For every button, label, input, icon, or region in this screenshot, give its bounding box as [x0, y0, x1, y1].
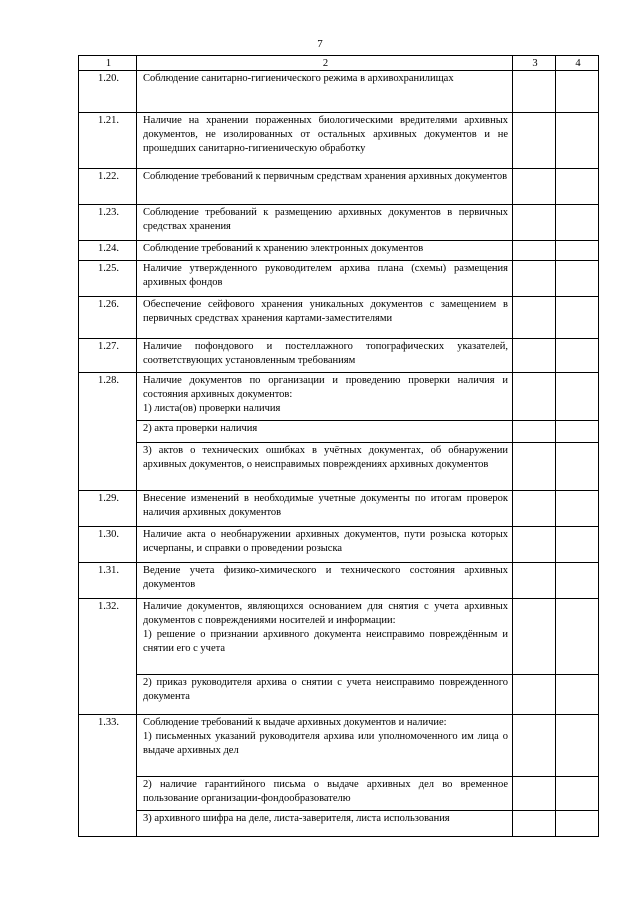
checklist-table — [78, 55, 599, 837]
table-row — [79, 205, 599, 241]
mark-cell-3 — [513, 491, 556, 527]
table-row — [79, 339, 599, 373]
row-number: 1.33. — [79, 715, 137, 837]
mark-cell-3 — [513, 71, 556, 113]
row-number: 1.23. — [79, 205, 137, 241]
mark-cell-4 — [556, 297, 599, 339]
mark-cell-3 — [513, 373, 556, 421]
requirement-text: Соблюдение требований к размещению архивных документов в первичных средствах хранения — [137, 205, 513, 241]
mark-cell-4 — [556, 527, 599, 563]
row-number: 1.24. — [79, 241, 137, 261]
requirement-text: 2) приказ руководителя архива о снятии с учета неисправимо поврежденного документа — [137, 675, 513, 715]
mark-cell-4 — [556, 715, 599, 777]
requirement-text: Наличие акта о необнаружении архивных документов, пути розыска которых исчерпаны, и справки о проведении розыска — [137, 527, 513, 563]
table-row — [79, 715, 599, 777]
mark-cell-4 — [556, 113, 599, 169]
col-header-4: 4 — [556, 56, 599, 71]
requirement-text: 2) акта проверки наличия — [137, 421, 513, 443]
row-number: 1.28. — [79, 373, 137, 491]
table-row — [79, 241, 599, 261]
requirement-text: Наличие пофондового и постеллажного топографических указателей, соответствующих установленным требованиям — [137, 339, 513, 373]
mark-cell-4 — [556, 491, 599, 527]
table-row — [79, 675, 599, 715]
row-number: 1.20. — [79, 71, 137, 113]
col-header-3: 3 — [513, 56, 556, 71]
mark-cell-4 — [556, 777, 599, 811]
requirement-text: 3) архивного шифра на деле, листа-заверителя, листа использования — [137, 811, 513, 837]
mark-cell-3 — [513, 443, 556, 491]
mark-cell-3 — [513, 421, 556, 443]
mark-cell-4 — [556, 205, 599, 241]
mark-cell-3 — [513, 169, 556, 205]
mark-cell-3 — [513, 339, 556, 373]
page-number: 7 — [317, 38, 323, 50]
mark-cell-4 — [556, 443, 599, 491]
requirement-text: Соблюдение требований к хранению электронных документов — [137, 241, 513, 261]
mark-cell-3 — [513, 811, 556, 837]
col-header-2: 2 — [137, 56, 513, 71]
table-row — [79, 443, 599, 491]
mark-cell-4 — [556, 563, 599, 599]
row-number: 1.26. — [79, 297, 137, 339]
mark-cell-3 — [513, 777, 556, 811]
table-row — [79, 297, 599, 339]
mark-cell-4 — [556, 241, 599, 261]
table-row — [79, 421, 599, 443]
row-number: 1.29. — [79, 491, 137, 527]
mark-cell-4 — [556, 71, 599, 113]
table-row — [79, 113, 599, 169]
mark-cell-3 — [513, 563, 556, 599]
row-number: 1.27. — [79, 339, 137, 373]
row-number: 1.21. — [79, 113, 137, 169]
requirement-text: Наличие утвержденного руководителем архива плана (схемы) размещения архивных фондов — [137, 261, 513, 297]
table-row — [79, 169, 599, 205]
requirement-text: Наличие документов по организации и проведению проверки наличия и состояния архивных документов: 1) листа(ов) проверки наличия — [137, 373, 513, 421]
row-number: 1.32. — [79, 599, 137, 715]
table-row — [79, 599, 599, 675]
header-row — [79, 56, 599, 71]
mark-cell-3 — [513, 675, 556, 715]
table-row — [79, 527, 599, 563]
mark-cell-3 — [513, 205, 556, 241]
mark-cell-4 — [556, 169, 599, 205]
table-row — [79, 261, 599, 297]
table-row — [79, 563, 599, 599]
mark-cell-3 — [513, 297, 556, 339]
requirement-text: Наличие документов, являющихся основанием для снятия с учета архивных документов с повреждениями носителей и информации: 1) решение о признании архивного документа неисправимо повреждённым и снятии его с учета — [137, 599, 513, 675]
requirement-text: Соблюдение санитарно-гигиенического режима в архивохранилищах — [137, 71, 513, 113]
requirement-text: 3) актов о технических ошибках в учётных документах, об обнаружении архивных документов, о неисправимых повреждениях архивных документов — [137, 443, 513, 491]
requirement-text: Внесение изменений в необходимые учетные документы по итогам проверок наличия архивных документов — [137, 491, 513, 527]
mark-cell-4 — [556, 675, 599, 715]
table-row — [79, 71, 599, 113]
requirement-text: Соблюдение требований к первичным средствам хранения архивных документов — [137, 169, 513, 205]
requirement-text: 2) наличие гарантийного письма о выдаче архивных дел во временное пользование организации-фондообразователю — [137, 777, 513, 811]
mark-cell-4 — [556, 373, 599, 421]
mark-cell-3 — [513, 715, 556, 777]
mark-cell-4 — [556, 421, 599, 443]
mark-cell-4 — [556, 811, 599, 837]
mark-cell-3 — [513, 241, 556, 261]
requirement-text: Ведение учета физико-химического и технического состояния архивных документов — [137, 563, 513, 599]
mark-cell-3 — [513, 527, 556, 563]
mark-cell-4 — [556, 261, 599, 297]
requirement-text: Наличие на хранении пораженных биологическими вредителями архивных документов, не изолированных от остальных архивных документов и не прошедших санитарно-гигиеническую обработку — [137, 113, 513, 169]
mark-cell-3 — [513, 599, 556, 675]
col-header-1: 1 — [79, 56, 137, 71]
table-row — [79, 811, 599, 837]
table-row — [79, 491, 599, 527]
mark-cell-4 — [556, 339, 599, 373]
row-number: 1.31. — [79, 563, 137, 599]
row-number: 1.30. — [79, 527, 137, 563]
mark-cell-3 — [513, 261, 556, 297]
requirement-text: Соблюдение требований к выдаче архивных документов и наличие: 1) письменных указаний руководителя архива или уполномоченного им лица о выдаче архивных дел — [137, 715, 513, 777]
requirement-text: Обеспечение сейфового хранения уникальных документов с замещением в первичных средствах хранения картами-заместителями — [137, 297, 513, 339]
mark-cell-3 — [513, 113, 556, 169]
table-row — [79, 373, 599, 421]
table-row — [79, 777, 599, 811]
mark-cell-4 — [556, 599, 599, 675]
row-number: 1.25. — [79, 261, 137, 297]
row-number: 1.22. — [79, 169, 137, 205]
